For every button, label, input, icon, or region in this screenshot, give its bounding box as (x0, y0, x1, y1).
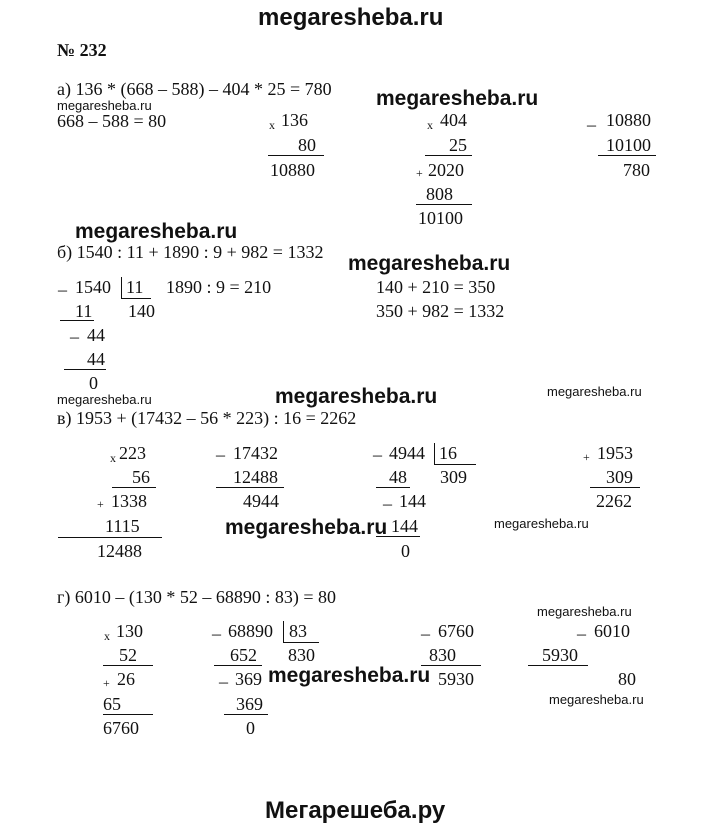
minus-sign: _ (58, 273, 67, 293)
subtrahend: 830 (429, 645, 456, 665)
minus-sign: _ (212, 617, 221, 637)
minus-sign: _ (216, 438, 225, 458)
division-bar (121, 277, 122, 299)
step-b3: 140 + 210 = 350 (376, 277, 496, 297)
subtrahend: 5930 (542, 645, 578, 665)
step-sub: 44 (87, 325, 105, 345)
subtrahend: 12488 (233, 467, 278, 487)
underline (216, 487, 284, 488)
watermark-mid: megaresheba.ru (376, 87, 539, 110)
remainder: 0 (89, 373, 98, 393)
watermark-small: megaresheba.ru (494, 516, 589, 531)
product: 12488 (97, 541, 142, 561)
multiply-sign: x (427, 118, 433, 132)
equation-b: б) 1540 : 11 + 1890 : 9 + 982 = 1332 (57, 242, 324, 262)
plus-sign: + (103, 676, 110, 690)
equation-g: г) 6010 – (130 * 52 – 68890 : 83) = 80 (57, 587, 337, 607)
step-a1: 668 – 588 = 80 (57, 111, 167, 131)
minus-sign: _ (219, 665, 228, 685)
minus-sign: _ (577, 617, 586, 637)
underline (416, 204, 472, 205)
watermark-mid: megaresheba.ru (348, 252, 511, 275)
step-sub: 144 (399, 491, 426, 511)
dividend: 68890 (228, 621, 273, 641)
factor-bottom: 56 (132, 467, 150, 487)
minus-sign: _ (421, 617, 430, 637)
division-bar (283, 621, 284, 643)
minuend: 6010 (594, 621, 630, 641)
watermark-mid: megaresheba.ru (268, 664, 431, 687)
multiply-sign: x (269, 118, 275, 132)
partial-2: 1115 (105, 516, 140, 536)
minuend: 6760 (438, 621, 474, 641)
product: 10100 (418, 208, 463, 228)
underline (103, 665, 153, 666)
watermark-small: megaresheba.ru (547, 384, 642, 399)
difference: 780 (623, 160, 650, 180)
underline (528, 665, 588, 666)
partial-2: 808 (426, 184, 453, 204)
minuend: 10880 (606, 110, 651, 130)
underline (224, 714, 268, 715)
equation-v: в) 1953 + (17432 – 56 * 223) : 16 = 2262 (57, 408, 357, 428)
minuend: 17432 (233, 443, 278, 463)
plus-sign: + (97, 497, 104, 511)
step-sub: 369 (235, 669, 262, 689)
underline (376, 487, 410, 488)
watermark-mid: megaresheba.ru (275, 385, 438, 408)
underline (268, 155, 324, 156)
factor-bottom: 52 (119, 645, 137, 665)
factor-top: 404 (440, 110, 467, 130)
underline (64, 369, 106, 370)
divisor: 16 (439, 443, 457, 463)
underline (425, 155, 472, 156)
plus-sign: + (416, 166, 423, 180)
problem-number: № 232 (57, 40, 107, 60)
dividend: 4944 (389, 443, 425, 463)
minus-sign: _ (70, 320, 79, 340)
divisor: 83 (289, 621, 307, 641)
watermark-mid: megaresheba.ru (225, 516, 388, 539)
product: 6760 (103, 718, 139, 738)
step-sub: 144 (391, 516, 418, 536)
divisor-line (434, 464, 476, 465)
step-sub: 652 (230, 645, 257, 665)
underline (103, 714, 153, 715)
step-sub: 44 (87, 349, 105, 369)
minus-sign: _ (383, 487, 392, 507)
watermark-mid: megaresheba.ru (75, 220, 238, 243)
step-sub: 11 (75, 301, 93, 321)
watermark-small: megaresheba.ru (57, 98, 152, 113)
step-b4: 350 + 982 = 1332 (376, 301, 505, 321)
factor-bottom: 80 (298, 135, 316, 155)
difference: 80 (618, 669, 636, 689)
addend-bottom: 309 (606, 467, 633, 487)
underline (590, 487, 640, 488)
quotient: 140 (128, 301, 155, 321)
remainder: 0 (246, 718, 255, 738)
divisor: 11 (126, 277, 144, 297)
header-watermark: megaresheba.ru (258, 4, 444, 31)
footer-watermark: Мегарешеба.ру (265, 797, 446, 824)
product: 10880 (270, 160, 315, 180)
factor-bottom: 25 (449, 135, 467, 155)
underline (598, 155, 656, 156)
quotient: 830 (288, 645, 315, 665)
subtrahend: 10100 (606, 135, 651, 155)
step-sub: 48 (389, 467, 407, 487)
quotient: 309 (440, 467, 467, 487)
remainder: 0 (401, 541, 410, 561)
minus-sign: _ (587, 108, 596, 128)
addend-top: 1953 (597, 443, 633, 463)
factor-top: 130 (116, 621, 143, 641)
underline (112, 487, 156, 488)
step-sub: 369 (236, 694, 263, 714)
equation-a: а) 136 * (668 – 588) – 404 * 25 = 780 (57, 79, 332, 99)
multiply-sign: x (104, 629, 110, 643)
divisor-line (121, 298, 151, 299)
dividend: 1540 (75, 277, 111, 297)
watermark-small: megaresheba.ru (537, 604, 632, 619)
factor-top: 223 (119, 443, 146, 463)
partial-1: 26 (117, 669, 135, 689)
underline (58, 537, 162, 538)
divisor-line (283, 642, 319, 643)
partial-2: 65 (103, 694, 121, 714)
plus-sign: + (583, 450, 590, 464)
minus-sign: _ (373, 438, 382, 458)
division-bar (434, 443, 435, 465)
step-b2: 1890 : 9 = 210 (166, 277, 272, 297)
difference: 5930 (438, 669, 474, 689)
multiply-sign: x (110, 451, 116, 465)
partial-1: 1338 (111, 491, 147, 511)
watermark-small: megaresheba.ru (57, 392, 152, 407)
factor-top: 136 (281, 110, 308, 130)
watermark-small: megaresheba.ru (549, 692, 644, 707)
partial-1: 2020 (428, 160, 464, 180)
sum: 2262 (596, 491, 632, 511)
difference: 4944 (243, 491, 279, 511)
